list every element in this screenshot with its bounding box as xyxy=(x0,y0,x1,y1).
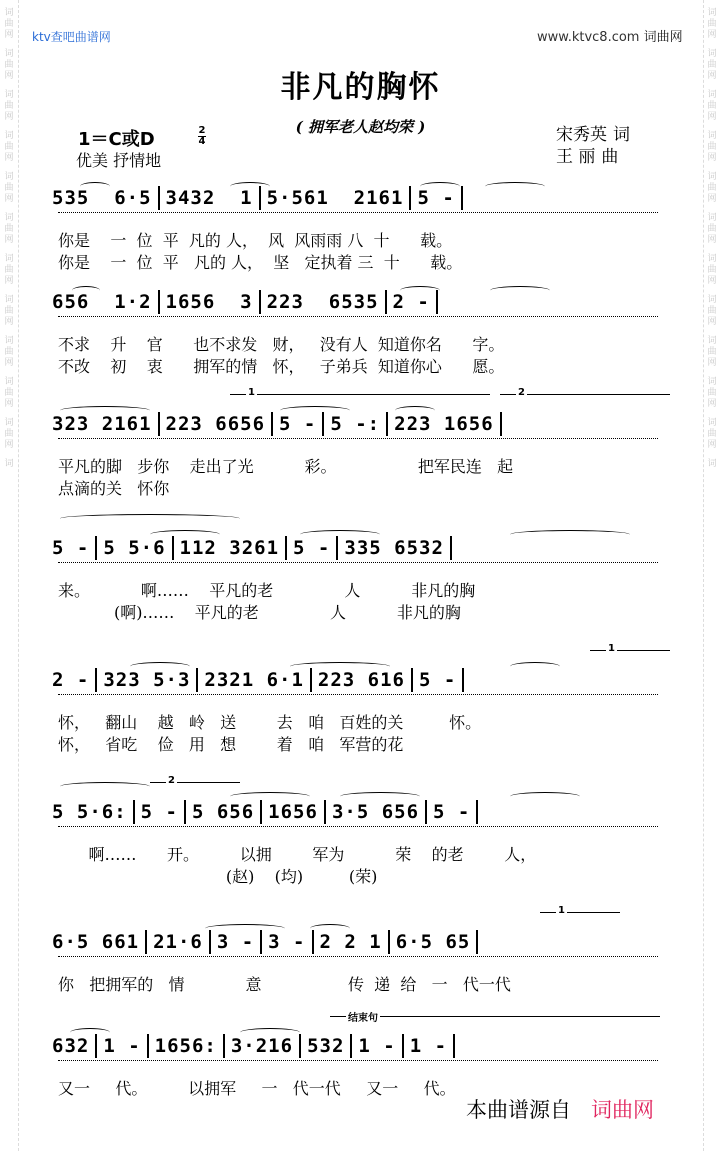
notation-measure: 223 6656 xyxy=(165,412,266,435)
side-watermark-char: 曲 xyxy=(707,224,717,234)
side-watermark-char: 词 xyxy=(4,49,14,59)
barline xyxy=(223,1034,225,1058)
side-watermark-char: 词 xyxy=(707,254,717,264)
barline xyxy=(310,668,312,692)
side-watermark-char: 词 xyxy=(707,336,717,346)
lyric-verse-1: 来。 啊…… 平凡的老 人 非凡的胸 xyxy=(58,581,476,600)
side-watermark-char: 网 xyxy=(4,153,14,163)
notation-measure: 5 - xyxy=(433,800,471,823)
barline xyxy=(350,1034,352,1058)
notation-measure: 5 - xyxy=(140,800,178,823)
key-signature: 1＝C或D xyxy=(78,129,155,150)
barline xyxy=(158,186,160,210)
side-watermark-char: 词 xyxy=(707,459,717,469)
slur-arc xyxy=(80,182,110,191)
side-watermark-char: 词 xyxy=(4,418,14,428)
side-watermark-char: 曲 xyxy=(4,142,14,152)
beam-line xyxy=(58,956,658,957)
lyric-verse-2: 不改 初 衷 拥军的情 怀， 子弟兵 知道你心 愿。 xyxy=(58,357,505,376)
slur-arc xyxy=(230,792,310,801)
side-watermark-char: 网 xyxy=(4,317,14,327)
volta-number: 1 xyxy=(558,905,565,916)
side-watermark-char: 词 xyxy=(4,459,14,469)
barline xyxy=(145,930,147,954)
notation-measure: 5 - xyxy=(279,412,317,435)
barline xyxy=(409,186,411,210)
side-watermark-char: 曲 xyxy=(707,265,717,275)
volta-bracket-2 xyxy=(500,387,670,403)
composer-role: 曲 xyxy=(601,147,619,167)
side-watermark-char: 网 xyxy=(707,71,717,81)
side-watermark-char: 词 xyxy=(707,90,717,100)
barline xyxy=(461,186,463,210)
notation-measure: 1656 xyxy=(268,800,318,823)
notation-measure: 5 -: xyxy=(330,412,381,435)
notation-measure: 223 1656 xyxy=(394,412,494,435)
slur-arc xyxy=(510,662,560,671)
barline xyxy=(271,412,273,436)
barline xyxy=(476,800,478,824)
side-watermark-char: 词 xyxy=(707,377,717,387)
side-watermark-char: 网 xyxy=(4,440,14,450)
notation-measure: 3432 1 xyxy=(165,186,253,209)
barline xyxy=(453,1034,455,1058)
notation-measure: 5 656 xyxy=(191,800,255,823)
barline xyxy=(322,412,324,436)
footer xyxy=(466,1094,654,1124)
beam-line xyxy=(58,826,658,827)
notation-measure: 3 - xyxy=(216,930,255,953)
barline xyxy=(476,930,478,954)
left-site-watermark: ktv查吧曲谱网 xyxy=(32,30,111,44)
barline xyxy=(285,536,287,560)
slur-arc xyxy=(150,530,220,539)
slur-arc xyxy=(60,514,240,523)
notation-measure: 223 6535 xyxy=(266,290,379,313)
side-watermark-char: 曲 xyxy=(4,388,14,398)
slur-arc xyxy=(310,924,350,933)
right-watermark-strip xyxy=(703,0,721,1151)
notation-measure: 1 - xyxy=(358,1034,396,1057)
notation-measure: 3·216 xyxy=(230,1034,294,1057)
side-watermark-char: 词 xyxy=(4,172,14,182)
notation-measure: 5 - xyxy=(52,536,90,559)
slur-arc xyxy=(280,406,350,415)
lyric-verse-2: 点滴的关 怀你 xyxy=(58,479,170,498)
side-watermark-char: 词 xyxy=(707,213,717,223)
barline xyxy=(133,800,135,824)
credits xyxy=(556,124,630,168)
barline xyxy=(260,800,262,824)
side-watermark-char: 词 xyxy=(707,172,717,182)
notation-line xyxy=(52,536,671,564)
side-watermark-char: 词 xyxy=(4,213,14,223)
barline xyxy=(209,930,211,954)
notation-line xyxy=(52,412,671,440)
barline xyxy=(324,800,326,824)
slur-arc xyxy=(395,406,435,415)
time-top: 2 xyxy=(198,125,206,136)
side-watermark-char: 网 xyxy=(4,399,14,409)
lyricist-name: 宋秀英 xyxy=(556,125,607,145)
right-site-url: www.ktvc8.com xyxy=(537,30,640,45)
notation-line xyxy=(52,800,671,828)
side-watermark-char: 曲 xyxy=(707,388,717,398)
side-watermark-char: 网 xyxy=(4,235,14,245)
side-watermark-char: 词 xyxy=(707,8,717,18)
side-watermark-char: 网 xyxy=(707,399,717,409)
time-bottom: 4 xyxy=(198,136,206,147)
notation-measure: 1656: xyxy=(154,1034,217,1057)
side-watermark-char: 曲 xyxy=(707,19,717,29)
notation-measure: 2 - xyxy=(392,290,430,313)
notation-measure: 5·561 2161 xyxy=(266,186,404,209)
right-site-watermark xyxy=(537,26,683,45)
barline xyxy=(184,800,186,824)
notation-measure: 5 - xyxy=(417,186,455,209)
barline xyxy=(95,668,97,692)
barline xyxy=(260,930,262,954)
side-watermark-char: 网 xyxy=(4,194,14,204)
lyric-verse-2: 你是 一 位 平 凡的 人， 坚 定执着 三 十 载。 xyxy=(58,253,463,272)
notation-measure: 3 - xyxy=(268,930,306,953)
side-watermark-char: 网 xyxy=(4,30,14,40)
lyric-verse-1: 不求 升 官 也不求发 财， 没有人 知道你名 字。 xyxy=(58,335,505,354)
side-watermark-char: 词 xyxy=(4,377,14,387)
barline xyxy=(462,668,464,692)
notation-measure: 223 616 xyxy=(317,668,405,691)
side-watermark-char: 曲 xyxy=(707,183,717,193)
side-watermark-char: 曲 xyxy=(4,265,14,275)
expression-mark: 优美 抒情地 xyxy=(76,151,162,170)
barline xyxy=(158,412,160,436)
notation-measure: 5 5·6 xyxy=(103,536,166,559)
side-watermark-char: 曲 xyxy=(4,101,14,111)
side-watermark-char: 曲 xyxy=(4,224,14,234)
lyric-verse-1: 你 把拥军的 情 意 传 递 给 一 代一代 xyxy=(58,975,511,994)
notation-line xyxy=(52,668,671,696)
notation-measure: 335 6532 xyxy=(344,536,444,559)
slur-arc xyxy=(240,1028,300,1037)
footer-source: 本曲谱源自 xyxy=(466,1098,571,1122)
volta-bracket-2 xyxy=(150,775,240,791)
volta-bracket-1 xyxy=(590,643,670,659)
notation-line xyxy=(52,186,671,214)
barline xyxy=(158,290,160,314)
side-watermark-char: 词 xyxy=(707,49,717,59)
side-watermark-char: 曲 xyxy=(4,183,14,193)
slur-arc xyxy=(420,182,460,191)
notation-measure: 2 - xyxy=(52,668,90,691)
slur-arc xyxy=(290,662,390,671)
side-watermark-char: 网 xyxy=(4,71,14,81)
notation-measure: 6·5 661 xyxy=(52,930,140,953)
notation-measure: 2 2 1 xyxy=(319,930,382,953)
slur-arc xyxy=(130,662,190,671)
barline xyxy=(385,290,387,314)
notation-measure: 532 xyxy=(307,1034,345,1057)
notation-measure: 535 6·5 xyxy=(52,186,152,209)
barline xyxy=(425,800,427,824)
slur-arc xyxy=(340,792,420,801)
side-watermark-char: 曲 xyxy=(707,306,717,316)
notation-measure: 5 - xyxy=(419,668,457,691)
barline xyxy=(95,1034,97,1058)
barline xyxy=(388,930,390,954)
side-watermark-char: 词 xyxy=(707,131,717,141)
side-watermark-char: 曲 xyxy=(4,306,14,316)
side-watermark-char: 曲 xyxy=(707,142,717,152)
lyric-verse-2: 怀， 省吃 俭 用 想 着 咱 军营的花 xyxy=(58,735,404,754)
slur-arc xyxy=(230,182,270,191)
side-watermark-char: 曲 xyxy=(707,347,717,357)
side-watermark-char: 曲 xyxy=(707,60,717,70)
barline xyxy=(259,290,261,314)
song-title: 非凡的胸怀 xyxy=(280,70,441,105)
side-watermark-char: 词 xyxy=(4,336,14,346)
side-watermark-char: 网 xyxy=(4,276,14,286)
side-watermark-char: 网 xyxy=(707,235,717,245)
notation-measure: 5 - xyxy=(293,536,331,559)
slur-arc xyxy=(70,1028,110,1037)
volta-number: 1 xyxy=(608,643,615,654)
side-watermark-char: 网 xyxy=(707,317,717,327)
time-signature xyxy=(198,126,206,147)
slur-arc xyxy=(205,924,285,933)
slur-arc xyxy=(510,792,580,801)
notation-measure: 1 - xyxy=(103,1034,141,1057)
notation-line xyxy=(52,930,671,958)
side-watermark-char: 网 xyxy=(707,276,717,286)
side-watermark-char: 曲 xyxy=(4,60,14,70)
side-watermark-char: 词 xyxy=(4,90,14,100)
side-watermark-char: 网 xyxy=(4,112,14,122)
notation-measure: 1 - xyxy=(409,1034,448,1057)
composer-name: 王 丽 xyxy=(556,147,596,167)
barline xyxy=(95,536,97,560)
side-watermark-char: 曲 xyxy=(707,429,717,439)
notation-measure: 3·5 656 xyxy=(331,800,420,823)
barline xyxy=(147,1034,149,1058)
coda-label: 结束句 xyxy=(346,1009,380,1024)
barline xyxy=(299,1034,301,1058)
slur-arc xyxy=(400,286,440,295)
side-watermark-char: 网 xyxy=(707,30,717,40)
side-watermark-char: 词 xyxy=(4,131,14,141)
notation-measure: 6·5 65 xyxy=(395,930,471,953)
beam-line xyxy=(58,438,658,439)
notation-measure: 323 5·3 xyxy=(103,668,191,691)
side-watermark-char: 曲 xyxy=(707,101,717,111)
right-site-name: 词曲网 xyxy=(643,30,683,45)
volta-number: 2 xyxy=(168,775,175,786)
lyricist-role: 词 xyxy=(613,125,630,145)
lyric-verse-1: 啊…… 开。 以拥 军为 荣 的老 人， xyxy=(58,845,537,864)
volta-bracket-1 xyxy=(230,387,490,403)
slur-arc xyxy=(60,782,150,791)
lyric-verse-1: 又一 代。 以拥军 一 代一代 又一 代。 xyxy=(58,1079,456,1098)
barline xyxy=(450,536,452,560)
side-watermark-char: 网 xyxy=(707,194,717,204)
side-watermark-char: 网 xyxy=(4,358,14,368)
side-watermark-char: 网 xyxy=(707,440,717,450)
beam-line xyxy=(58,562,658,563)
barline xyxy=(336,536,338,560)
barline xyxy=(172,536,174,560)
notation-line xyxy=(52,1034,671,1062)
notation-measure: 2321 6·1 xyxy=(204,668,304,691)
notation-measure: 632 xyxy=(52,1034,90,1057)
side-watermark-char: 词 xyxy=(4,295,14,305)
side-watermark-char: 词 xyxy=(707,295,717,305)
barline xyxy=(411,668,413,692)
notation-line xyxy=(52,290,671,318)
notation-measure: 656 1·2 xyxy=(52,290,152,313)
notation-measure: 112 3261 xyxy=(179,536,280,559)
side-watermark-char: 曲 xyxy=(4,19,14,29)
slur-arc xyxy=(60,406,150,415)
barline xyxy=(500,412,502,436)
volta-bracket-1 xyxy=(540,905,620,921)
barline xyxy=(402,1034,404,1058)
volta-number: 1 xyxy=(248,387,255,398)
side-watermark-char: 词 xyxy=(4,8,14,18)
side-watermark-char: 网 xyxy=(707,112,717,122)
slur-arc xyxy=(72,286,100,295)
lyric-verse-2: (啊)…… 平凡的老 人 非凡的胸 xyxy=(58,603,461,622)
slur-arc xyxy=(490,286,550,295)
notation-measure: 323 2161 xyxy=(52,412,152,435)
slur-arc xyxy=(510,530,630,539)
footer-brand: 词曲网 xyxy=(591,1098,654,1122)
beam-line xyxy=(58,694,658,695)
beam-line xyxy=(58,316,658,317)
barline xyxy=(386,412,388,436)
song-subtitle: ( 拥军老人赵均荣 ) xyxy=(295,118,426,136)
lyric-verse-1: 你是 一 位 平 凡的 人， 风 风雨雨 八 十 载。 xyxy=(58,231,453,250)
side-watermark-char: 词 xyxy=(4,254,14,264)
barline xyxy=(196,668,198,692)
lyric-verse-2: (赵) (均) (荣) xyxy=(58,867,378,886)
notation-measure: 5 5·6: xyxy=(52,800,127,823)
left-watermark-strip xyxy=(0,0,18,1151)
notation-measure: 1656 3 xyxy=(165,290,253,313)
coda-bracket xyxy=(330,1013,660,1025)
barline xyxy=(312,930,314,954)
lyric-verse-1: 怀， 翻山 越 岭 送 去 咱 百姓的关 怀。 xyxy=(58,713,482,732)
lyric-verse-1: 平凡的脚 步你 走出了光 彩。 把军民连 起 xyxy=(58,457,514,476)
side-watermark-char: 曲 xyxy=(4,347,14,357)
side-watermark-char: 词 xyxy=(707,418,717,428)
volta-number: 2 xyxy=(518,387,525,398)
beam-line xyxy=(58,212,658,213)
slur-arc xyxy=(300,530,380,539)
notation-measure: 21·6 xyxy=(153,930,203,953)
side-watermark-char: 网 xyxy=(707,358,717,368)
side-watermark-char: 曲 xyxy=(4,429,14,439)
side-watermark-char: 网 xyxy=(707,153,717,163)
beam-line xyxy=(58,1060,658,1061)
slur-arc xyxy=(485,182,545,191)
left-border xyxy=(18,0,19,1151)
